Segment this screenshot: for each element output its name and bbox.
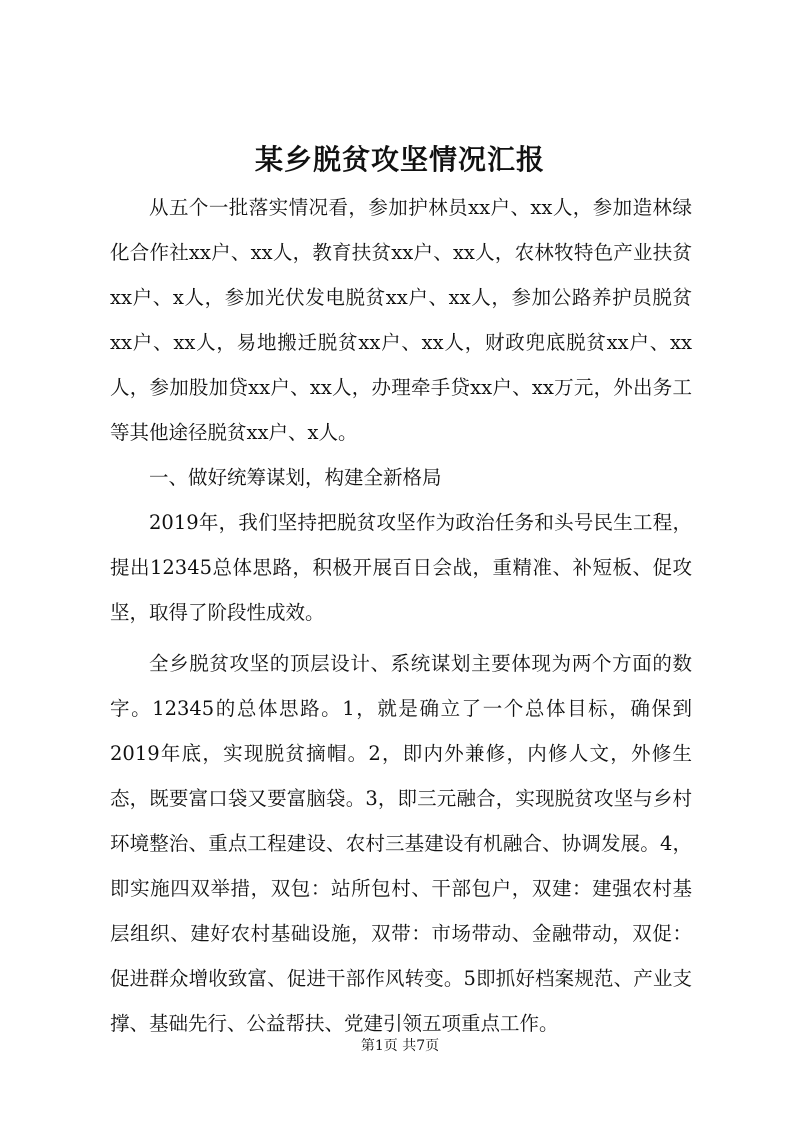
section-heading-planning: 一、做好统筹谋划，构建全新格局	[149, 466, 442, 489]
paragraph-2019-overview: 2019年，我们坚持把脱贫攻坚作为政治任务和头号民生工程，提出12345总体思路，积极开展百日会战，重精准、补短板、促攻坚，取得了阶段性成效。	[110, 511, 692, 624]
page-number-footer: 第1页 共7页	[360, 1038, 440, 1054]
paragraph-12345-strategy: 全乡脱贫攻坚的顶层设计、系统谋划主要体现为两个方面的数字。12345的总体思路。1，就是确立了一个总体目标，确保到2019年底，实现脱贫摘帽。2，即内外兼修，内修人文，外修生态，既要富口袋又要富脑袋。3，即三元融合，实现脱贫攻坚与乡村环境整治、重点工程建设、农村三基建设有机融合、协调发展。4，即实施四双举措，双包：站所包村、干部包户，双建：建强农村基层组织、建好农村基础设施，双带：市场带动、金融带动，双促：促进群众增收致富、促进干部作风转变。5即抓好档案规范、产业支撑、基础先行、公益帮扶、党建引领五项重点工作。	[110, 652, 692, 1035]
paragraph-implementation-summary: 从五个一批落实情况看，参加护林员xx户、xx人，参加造林绿化合作社xx户、xx人，教育扶贫xx户、xx人，农林牧特色产业扶贫xx户、x人，参加光伏发电脱贫xx户、xx人，参加公路养护员脱贫xx户、xx人，易地搬迁脱贫xx户、xx人，财政兜底脱贫xx户、xx人，参加股加贷xx户、xx人，办理牵手贷xx户、xx万元，外出务工等其他途径脱贫xx户、x人。	[110, 196, 692, 444]
document-body	[110, 185, 692, 1046]
document-title: 某乡脱贫攻坚情况汇报	[254, 143, 545, 176]
